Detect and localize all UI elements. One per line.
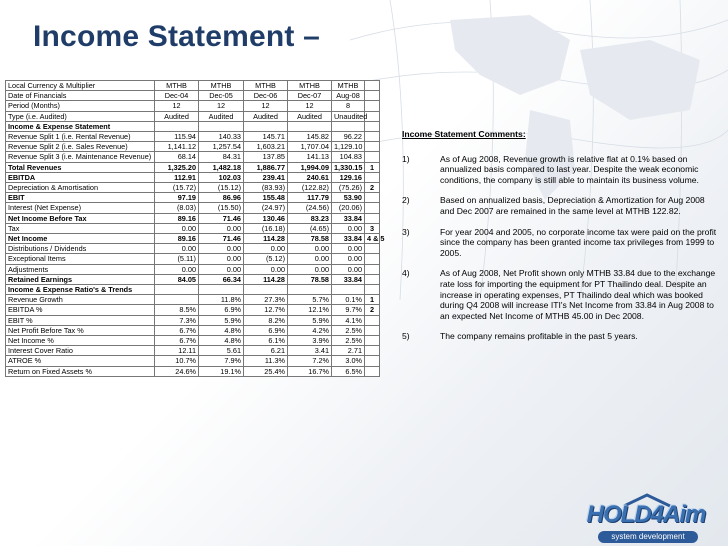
value-cell: 78.58 xyxy=(288,274,332,284)
value-cell: 89.16 xyxy=(155,213,199,223)
row-label: EBITDA % xyxy=(6,305,155,315)
value-cell: (15.50) xyxy=(199,203,244,213)
value-cell: Dec-06 xyxy=(244,91,288,101)
row-label: Period (Months) xyxy=(6,101,155,111)
value-cell: 0.00 xyxy=(288,264,332,274)
value-cell: (20.06) xyxy=(332,203,365,213)
row-label: Net Income % xyxy=(6,336,155,346)
value-cell: 112.91 xyxy=(155,172,199,182)
row-label: Adjustments xyxy=(6,264,155,274)
row-label: Retained Earnings xyxy=(6,274,155,284)
row-label: Depreciation & Amortisation xyxy=(6,183,155,193)
value-cell: 86.96 xyxy=(199,193,244,203)
table-row xyxy=(6,366,380,376)
value-cell: 114.28 xyxy=(244,234,288,244)
value-cell xyxy=(155,285,199,295)
value-cell: MTHB xyxy=(332,81,365,91)
value-cell: 8.2% xyxy=(244,315,288,325)
value-cell: 19.1% xyxy=(199,366,244,376)
comment-text: As of Aug 2008, Revenue growth is relative flat at 0.1% based on annualized basis compared to last year. Despite the weak economic conditions, the company is still able to maintain its business volume. xyxy=(440,153,699,185)
value-cell: 5.61 xyxy=(199,346,244,356)
logo-tagline: system development xyxy=(598,531,698,543)
reference-note-cell: 2 xyxy=(365,305,380,315)
row-label: EBITDA xyxy=(6,172,155,182)
value-cell: 141.13 xyxy=(288,152,332,162)
reference-note-cell: 1 xyxy=(365,295,380,305)
row-label: Interest Cover Ratio xyxy=(6,346,155,356)
table-row xyxy=(6,295,380,305)
value-cell: 145.71 xyxy=(244,132,288,142)
row-label: EBIT % xyxy=(6,315,155,325)
value-cell: Aug-08 xyxy=(332,91,365,101)
row-label: Net Profit Before Tax % xyxy=(6,325,155,335)
value-cell: 24.6% xyxy=(155,366,199,376)
row-label: Income & Expense Statement xyxy=(6,121,155,131)
reference-note-cell: 4 & 5 xyxy=(365,234,380,244)
value-cell: 1,129.10 xyxy=(332,142,365,152)
value-cell: 12 xyxy=(288,101,332,111)
comment-text: For year 2004 and 2005, no corporate income tax were paid on the profit since the company has been granted income tax privileges from 1999 to 2005. xyxy=(440,226,717,258)
comments-list xyxy=(402,154,720,342)
table-row xyxy=(6,111,380,121)
value-cell: 25.4% xyxy=(244,366,288,376)
row-label: Date of Financials xyxy=(6,91,155,101)
value-cell: 6.9% xyxy=(244,325,288,335)
comments-panel xyxy=(402,129,720,352)
reference-note-cell xyxy=(365,315,380,325)
value-cell: 97.19 xyxy=(155,193,199,203)
value-cell: 2.5% xyxy=(332,336,365,346)
value-cell: (83.93) xyxy=(244,183,288,193)
value-cell: 0.00 xyxy=(288,244,332,254)
value-cell xyxy=(155,121,199,131)
table-row xyxy=(6,305,380,315)
value-cell: 3.9% xyxy=(288,336,332,346)
reference-note-cell xyxy=(365,121,380,131)
income-statement-table xyxy=(5,80,385,377)
value-cell: Audited xyxy=(288,111,332,121)
value-cell: MTHB xyxy=(155,81,199,91)
table-row xyxy=(6,285,380,295)
value-cell: (5.12) xyxy=(244,254,288,264)
row-label: Net Income Before Tax xyxy=(6,213,155,223)
value-cell: 130.46 xyxy=(244,213,288,223)
value-cell: Unaudited xyxy=(332,111,365,121)
value-cell: 96.22 xyxy=(332,132,365,142)
value-cell: 129.16 xyxy=(332,172,365,182)
value-cell: 6.7% xyxy=(155,325,199,335)
table-row xyxy=(6,183,380,193)
value-cell: 0.00 xyxy=(332,254,365,264)
value-cell: (15.12) xyxy=(199,183,244,193)
row-label: Net Income xyxy=(6,234,155,244)
income-statement-table-container xyxy=(5,80,385,377)
value-cell: 0.1% xyxy=(332,295,365,305)
value-cell: 102.03 xyxy=(199,172,244,182)
comment-text: Based on annualized basis, Depreciation & Amortization for Aug 2008 and Dec 2007 are remained in the same level at MTHB 122.82. xyxy=(440,195,705,216)
value-cell: 2.71 xyxy=(332,346,365,356)
value-cell: 53.90 xyxy=(332,193,365,203)
value-cell: 4.1% xyxy=(332,315,365,325)
value-cell: 12.11 xyxy=(155,346,199,356)
reference-note-cell xyxy=(365,254,380,264)
reference-note-cell xyxy=(365,274,380,284)
row-label: Revenue Split 1 (i.e. Rental Revenue) xyxy=(6,132,155,142)
table-row xyxy=(6,121,380,131)
table-row xyxy=(6,223,380,233)
value-cell xyxy=(332,285,365,295)
value-cell: (24.97) xyxy=(244,203,288,213)
table-row xyxy=(6,81,380,91)
value-cell: 1,257.54 xyxy=(199,142,244,152)
logo-wordmark: HOLD4Aim xyxy=(586,501,706,528)
comment-number: 3) xyxy=(402,226,410,237)
table-row xyxy=(6,91,380,101)
comment-number: 4) xyxy=(402,268,410,279)
reference-note-cell xyxy=(365,203,380,213)
value-cell: MTHB xyxy=(288,81,332,91)
value-cell: 3.0% xyxy=(332,356,365,366)
row-label: Distributions / Dividends xyxy=(6,244,155,254)
value-cell: 9.7% xyxy=(332,305,365,315)
value-cell: 0.00 xyxy=(155,244,199,254)
value-cell: 0.00 xyxy=(288,254,332,264)
comment-item xyxy=(402,227,720,259)
value-cell: 12.1% xyxy=(288,305,332,315)
reference-note-cell xyxy=(365,244,380,254)
value-cell: Audited xyxy=(244,111,288,121)
table-row xyxy=(6,142,380,152)
value-cell: 1,325.20 xyxy=(155,162,199,172)
comment-item xyxy=(402,195,720,216)
value-cell: 84.31 xyxy=(199,152,244,162)
value-cell: 4.2% xyxy=(288,325,332,335)
page-title: Income Statement – xyxy=(33,20,321,53)
reference-note-cell: 2 xyxy=(365,183,380,193)
row-label: Total Revenues xyxy=(6,162,155,172)
comment-number: 1) xyxy=(402,153,410,164)
value-cell: (24.56) xyxy=(288,203,332,213)
value-cell: 6.9% xyxy=(199,305,244,315)
table-row xyxy=(6,244,380,254)
value-cell: 33.84 xyxy=(332,234,365,244)
value-cell xyxy=(244,285,288,295)
comment-text: As of Aug 2008, Net Profit shown only MTHB 33.84 due to the exchange rate loss for importing the equipment for PT Thailindo deal. Despite an increase in operating expenses, PT Thailindo deal which was booked during Q4 2008 will increase ITI's Net Income from 33.84 in Aug 2008 to an expected Net Income of MTHB 45.00 in Dec 2008. xyxy=(440,268,716,321)
value-cell: 0.00 xyxy=(332,223,365,233)
value-cell: 0.00 xyxy=(332,264,365,274)
value-cell: 84.05 xyxy=(155,274,199,284)
value-cell: 10.7% xyxy=(155,356,199,366)
value-cell: MTHB xyxy=(199,81,244,91)
value-cell: 0.00 xyxy=(244,264,288,274)
row-label: Local Currency & Multiplier xyxy=(6,81,155,91)
reference-note-cell: 1 xyxy=(365,162,380,172)
value-cell: 3.41 xyxy=(288,346,332,356)
value-cell: 115.94 xyxy=(155,132,199,142)
company-logo xyxy=(578,493,718,545)
value-cell: 7.9% xyxy=(199,356,244,366)
value-cell: 27.3% xyxy=(244,295,288,305)
value-cell: 33.84 xyxy=(332,213,365,223)
value-cell xyxy=(155,295,199,305)
value-cell: 1,330.15 xyxy=(332,162,365,172)
value-cell: (16.18) xyxy=(244,223,288,233)
value-cell: (8.03) xyxy=(155,203,199,213)
value-cell: 104.83 xyxy=(332,152,365,162)
reference-note-cell xyxy=(365,142,380,152)
value-cell: 2.5% xyxy=(332,325,365,335)
table-row xyxy=(6,213,380,223)
value-cell: 145.82 xyxy=(288,132,332,142)
comment-number: 2) xyxy=(402,195,410,206)
value-cell: 0.00 xyxy=(199,254,244,264)
value-cell: 12 xyxy=(199,101,244,111)
value-cell: Audited xyxy=(155,111,199,121)
value-cell: 117.79 xyxy=(288,193,332,203)
value-cell: 83.23 xyxy=(288,213,332,223)
comment-item xyxy=(402,331,720,342)
row-label: Revenue Split 2 (i.e. Sales Revenue) xyxy=(6,142,155,152)
value-cell: (15.72) xyxy=(155,183,199,193)
table-row xyxy=(6,356,380,366)
row-label: Type (i.e. Audited) xyxy=(6,111,155,121)
value-cell xyxy=(244,121,288,131)
value-cell: 12 xyxy=(155,101,199,111)
value-cell: MTHB xyxy=(244,81,288,91)
table-row xyxy=(6,234,380,244)
value-cell: 0.00 xyxy=(199,244,244,254)
value-cell: 240.61 xyxy=(288,172,332,182)
row-label: Income & Expense Ratio's & Trends xyxy=(6,285,155,295)
table-row xyxy=(6,336,380,346)
value-cell: 0.00 xyxy=(199,223,244,233)
value-cell: 8 xyxy=(332,101,365,111)
value-cell: 68.14 xyxy=(155,152,199,162)
value-cell: 239.41 xyxy=(244,172,288,182)
value-cell xyxy=(288,285,332,295)
row-label: Return on Fixed Assets % xyxy=(6,366,155,376)
reference-note-cell xyxy=(365,264,380,274)
value-cell: 78.58 xyxy=(288,234,332,244)
value-cell: (122.82) xyxy=(288,183,332,193)
table-row xyxy=(6,325,380,335)
value-cell: Audited xyxy=(199,111,244,121)
value-cell: 71.46 xyxy=(199,234,244,244)
value-cell: 1,707.04 xyxy=(288,142,332,152)
value-cell: 0.00 xyxy=(332,244,365,254)
value-cell: (75.26) xyxy=(332,183,365,193)
reference-note-cell xyxy=(365,366,380,376)
table-row xyxy=(6,193,380,203)
value-cell: Dec-07 xyxy=(288,91,332,101)
value-cell: 5.9% xyxy=(288,315,332,325)
value-cell: 1,886.77 xyxy=(244,162,288,172)
row-label: Revenue Growth xyxy=(6,295,155,305)
reference-note-cell xyxy=(365,356,380,366)
value-cell: 1,482.18 xyxy=(199,162,244,172)
reference-note-cell xyxy=(365,285,380,295)
value-cell: 0.00 xyxy=(155,264,199,274)
value-cell: 4.8% xyxy=(199,325,244,335)
value-cell: 16.7% xyxy=(288,366,332,376)
value-cell xyxy=(199,285,244,295)
reference-note-cell xyxy=(365,81,380,91)
value-cell xyxy=(199,121,244,131)
value-cell: 6.21 xyxy=(244,346,288,356)
value-cell: 6.1% xyxy=(244,336,288,346)
table-row xyxy=(6,264,380,274)
table-row xyxy=(6,274,380,284)
value-cell: 0.00 xyxy=(155,223,199,233)
row-label: EBIT xyxy=(6,193,155,203)
value-cell: 5.7% xyxy=(288,295,332,305)
row-label: Interest (Net Expense) xyxy=(6,203,155,213)
reference-note-cell xyxy=(365,193,380,203)
value-cell: 1,603.21 xyxy=(244,142,288,152)
table-row xyxy=(6,172,380,182)
row-label: Revenue Split 3 (i.e. Maintenance Revenue) xyxy=(6,152,155,162)
table-row xyxy=(6,254,380,264)
reference-note-cell: 3 xyxy=(365,223,380,233)
value-cell: 137.85 xyxy=(244,152,288,162)
comment-number: 5) xyxy=(402,331,410,342)
table-row xyxy=(6,152,380,162)
value-cell: 4.8% xyxy=(199,336,244,346)
comments-heading: Income Statement Comments: xyxy=(402,129,526,139)
value-cell xyxy=(332,121,365,131)
reference-note-cell xyxy=(365,336,380,346)
value-cell: (5.11) xyxy=(155,254,199,264)
value-cell: Dec-05 xyxy=(199,91,244,101)
value-cell: 5.9% xyxy=(199,315,244,325)
value-cell: 1,141.12 xyxy=(155,142,199,152)
reference-note-cell xyxy=(365,346,380,356)
value-cell: 140.33 xyxy=(199,132,244,142)
table-row xyxy=(6,203,380,213)
value-cell xyxy=(288,121,332,131)
value-cell: 7.2% xyxy=(288,356,332,366)
table-row xyxy=(6,132,380,142)
value-cell: 33.84 xyxy=(332,274,365,284)
reference-note-cell xyxy=(365,101,380,111)
comment-text: The company remains profitable in the past 5 years. xyxy=(440,331,638,342)
value-cell: 0.00 xyxy=(244,244,288,254)
reference-note-cell xyxy=(365,213,380,223)
row-label: Tax xyxy=(6,223,155,233)
value-cell: 7.3% xyxy=(155,315,199,325)
comment-item xyxy=(402,154,720,186)
reference-note-cell xyxy=(365,325,380,335)
value-cell: 12.7% xyxy=(244,305,288,315)
value-cell: 155.48 xyxy=(244,193,288,203)
reference-note-cell xyxy=(365,172,380,182)
value-cell: 66.34 xyxy=(199,274,244,284)
value-cell: 11.3% xyxy=(244,356,288,366)
value-cell: 6.5% xyxy=(332,366,365,376)
value-cell: 1,994.09 xyxy=(288,162,332,172)
comment-item xyxy=(402,268,720,321)
row-label: ATROE % xyxy=(6,356,155,366)
value-cell: (4.65) xyxy=(288,223,332,233)
value-cell: 12 xyxy=(244,101,288,111)
value-cell: 6.7% xyxy=(155,336,199,346)
value-cell: 11.8% xyxy=(199,295,244,305)
value-cell: 89.16 xyxy=(155,234,199,244)
table-row xyxy=(6,346,380,356)
table-row xyxy=(6,315,380,325)
table-row xyxy=(6,162,380,172)
reference-note-cell xyxy=(365,152,380,162)
value-cell: Dec-04 xyxy=(155,91,199,101)
value-cell: 71.46 xyxy=(199,213,244,223)
table-row xyxy=(6,101,380,111)
value-cell: 114.28 xyxy=(244,274,288,284)
reference-note-cell xyxy=(365,91,380,101)
row-label: Exceptional Items xyxy=(6,254,155,264)
reference-note-cell xyxy=(365,132,380,142)
value-cell: 0.00 xyxy=(199,264,244,274)
value-cell: 8.5% xyxy=(155,305,199,315)
